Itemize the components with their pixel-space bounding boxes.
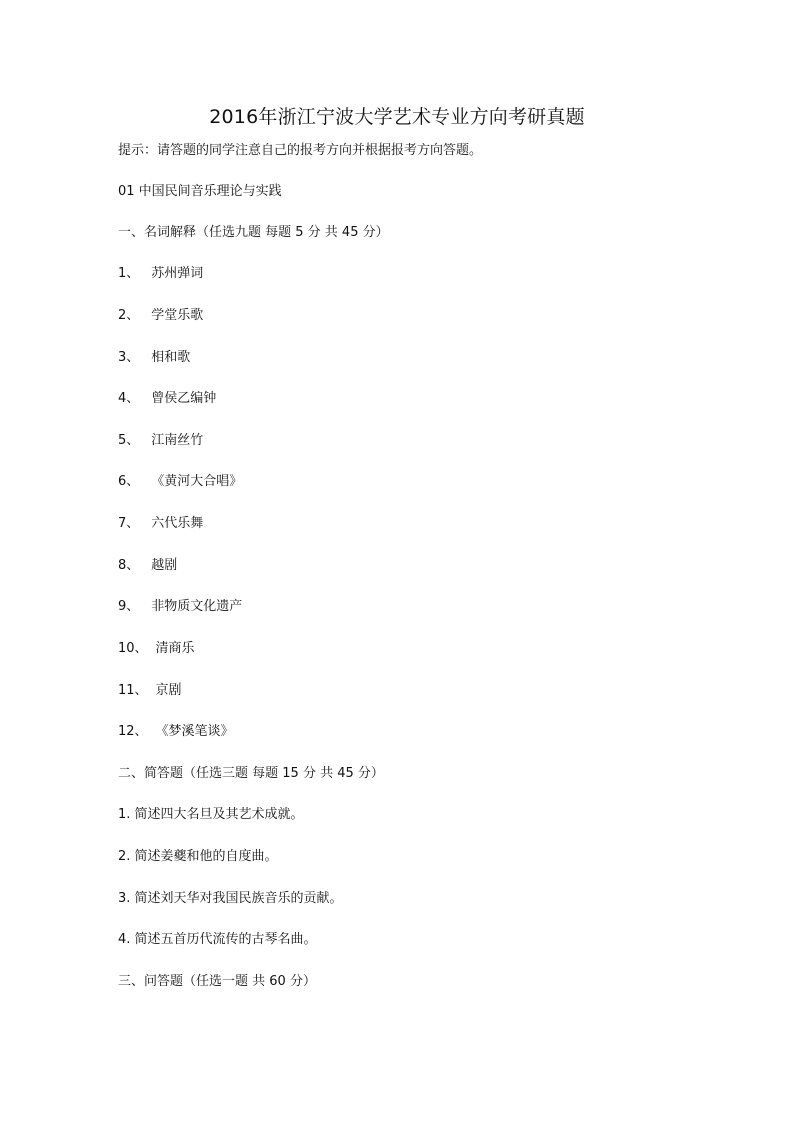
term-number: 8、 bbox=[118, 558, 140, 573]
short-answer-question: 3. 简述刘天华对我国民族音乐的贡献。 bbox=[118, 891, 343, 906]
term-number: 9、 bbox=[118, 599, 140, 614]
term-text: 江南丝竹 bbox=[151, 433, 204, 448]
term-text: 苏州弹词 bbox=[151, 266, 204, 281]
term-item bbox=[118, 473, 242, 491]
term-text: 《梦溪笔谈》 bbox=[155, 724, 234, 739]
term-text: 六代乐舞 bbox=[151, 516, 204, 531]
section-one-heading: 一、名词解释（任选九题 每题 5 分 共 45 分） bbox=[118, 225, 389, 240]
term-item bbox=[118, 557, 177, 575]
term-text: 清商乐 bbox=[155, 641, 195, 656]
term-item bbox=[118, 515, 203, 533]
term-number: 11、 bbox=[118, 683, 148, 698]
term-text: 越剧 bbox=[151, 558, 178, 573]
term-text: 非物质文化遗产 bbox=[151, 599, 243, 614]
term-item bbox=[118, 265, 203, 283]
term-text: 曾侯乙编钟 bbox=[151, 391, 217, 406]
term-item bbox=[118, 432, 203, 450]
term-item bbox=[118, 640, 195, 658]
subject-heading: 01 中国民间音乐理论与实践 bbox=[118, 184, 282, 199]
short-answer-question: 1. 简述四大名旦及其艺术成就。 bbox=[118, 807, 304, 822]
section-two-heading: 二、简答题（任选三题 每题 15 分 共 45 分） bbox=[118, 766, 384, 781]
short-answer-question: 4. 简述五首历代流传的古琴名曲。 bbox=[118, 932, 317, 947]
term-item bbox=[118, 307, 203, 325]
term-text: 《黄河大合唱》 bbox=[151, 474, 243, 489]
term-item bbox=[118, 390, 216, 408]
short-answer-question: 2. 简述姜夔和他的自度曲。 bbox=[118, 849, 278, 864]
term-text: 学堂乐歌 bbox=[151, 308, 204, 323]
term-number: 1、 bbox=[118, 266, 140, 281]
term-number: 2、 bbox=[118, 308, 140, 323]
term-text: 相和歌 bbox=[151, 350, 191, 365]
term-item bbox=[118, 723, 234, 741]
term-item bbox=[118, 682, 182, 700]
term-number: 5、 bbox=[118, 433, 140, 448]
notice-text: 提示：请答题的同学注意自己的报考方向并根据报考方向答题。 bbox=[118, 143, 483, 158]
term-text: 京剧 bbox=[155, 683, 182, 698]
term-number: 7、 bbox=[118, 516, 140, 531]
document-title: 2016年浙江宁波大学艺术专业方向考研真题 bbox=[209, 106, 585, 128]
term-number: 10、 bbox=[118, 641, 148, 656]
term-number: 12、 bbox=[118, 724, 148, 739]
section-three-heading: 三、问答题（任选一题 共 60 分） bbox=[118, 974, 316, 989]
term-item bbox=[118, 598, 242, 616]
term-number: 6、 bbox=[118, 474, 140, 489]
term-number: 3、 bbox=[118, 350, 140, 365]
term-number: 4、 bbox=[118, 391, 140, 406]
term-item bbox=[118, 349, 190, 367]
